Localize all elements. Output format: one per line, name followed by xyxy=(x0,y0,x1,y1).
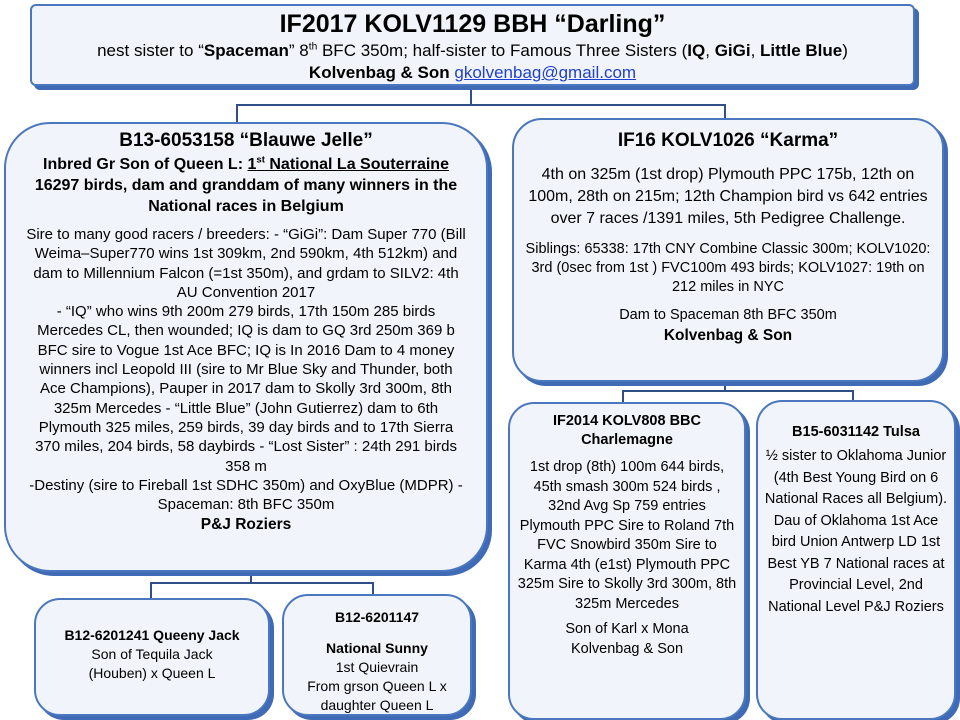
connector-right-drop-2 xyxy=(852,390,854,400)
charlemagne-owner: Kolvenbag & Son xyxy=(570,640,684,657)
blauwe-jelle-breeder: P&J Roziers xyxy=(200,516,292,534)
blauwe-jelle-national-rank: 1 xyxy=(247,156,257,173)
karma-dam-note: Dam to Spaceman 8th BFC 350m xyxy=(619,307,837,323)
root-desc-post: ) xyxy=(842,41,848,60)
karma-siblings: Siblings: 65338: 17th CNY Combine Classic 300m; KOLV1020: 3rd (0sec from 1st ) FVC100m 493 birds; KOLV1027: 19th on 212 miles in NYC xyxy=(525,241,931,295)
national-sunny-line-3: daughter Queen L xyxy=(320,697,434,713)
tulsa-body: ½ sister to Oklahoma Junior (4th Best Young Bird on 6 National Races all Belgium). Dau of Oklahoma 1st Ace bird Union Antwerp LD 1st Best YB 7 National races at Provincial Level, 2nd National Level P&J Roziers xyxy=(764,448,948,615)
national-sunny-line-2: From grson Queen L x xyxy=(307,678,447,694)
root-node-darling xyxy=(30,4,915,86)
connector-top-left-drop xyxy=(236,104,238,122)
node-charlemagne xyxy=(508,402,746,720)
root-desc-sep2: , xyxy=(750,41,761,60)
root-desc-mid1: ” 8 xyxy=(288,41,309,60)
karma-results: 4th on 325m (1st drop) Plymouth PPC 175b, 12th on 100m, 28th on 215m; 12th Champion bird vs 642 entries over 7 races /1391 miles, 5th Pedigree Challenge. xyxy=(528,166,928,227)
root-description xyxy=(32,41,913,61)
root-desc-mid2: BFC 350m; half-sister to Famous Three Sisters ( xyxy=(317,41,688,60)
queeny-jack-title: B12-6201241 Queeny Jack xyxy=(64,627,240,643)
karma-owner: Kolvenbag & Son xyxy=(663,327,793,344)
node-queeny-jack xyxy=(34,598,270,716)
root-desc-little-blue: Little Blue xyxy=(760,41,843,60)
owner-email-link[interactable]: gkolvenbag@gmail.com xyxy=(454,63,637,82)
blauwe-jelle-title: B13-6053158 “Blauwe Jelle” xyxy=(119,130,373,151)
node-tulsa xyxy=(756,400,956,720)
tulsa-title: B15-6031142 Tulsa xyxy=(792,424,920,440)
charlemagne-title-1: IF2014 KOLV808 BBC xyxy=(552,413,701,429)
blauwe-jelle-para-3: -Destiny (sire to Fireball 1st SDHC 350m) and OxyBlue (MDPR) - Spaceman: 8th BFC 350m xyxy=(29,476,463,514)
root-desc-sep1: , xyxy=(705,41,715,60)
karma-title: IF16 KOLV1026 “Karma” xyxy=(617,130,839,151)
node-national-sunny xyxy=(282,594,472,716)
charlemagne-body: 1st drop (8th) 100m 644 birds, 45th smash 300m 524 birds , 32nd Avg Sp 759 entries Plymouth PPC Sire to Roland 7th FVC Snowbird 350m Sire to Karma 4th (e1st) Plymouth PPC 325m Sire to Skolly 3rd 300m, 8th 325m Mercedes xyxy=(517,459,737,612)
blauwe-jelle-para-1: Sire to many good racers / breeders: - “GiGi”: Dam Super 770 (Bill Weima–Super770 wins 1st 309km, 2nd 590km, 4th 512km) and dam to Millennium Falcon (=1st 350m), and grdam to SILV2: 4th AU Convention 2017 xyxy=(26,226,466,301)
blauwe-jelle-subtitle xyxy=(24,154,468,217)
root-desc-gigi: GiGi xyxy=(714,41,751,60)
root-desc-sup: th xyxy=(308,41,318,53)
blauwe-jelle-national-race: National La Souterraine xyxy=(264,156,449,173)
blauwe-jelle-national xyxy=(247,156,448,173)
blauwe-jelle-subtitle-post: 16297 birds, dam and granddam of many winners in the National races in Belgium xyxy=(34,177,458,215)
connector-right-drop-1 xyxy=(622,390,624,402)
root-owner-line xyxy=(32,63,913,83)
root-desc-spaceman: Spaceman xyxy=(203,41,289,60)
node-karma xyxy=(512,118,944,382)
blauwe-jelle-subtitle-pre: Inbred Gr Son of Queen L: xyxy=(43,156,248,173)
root-title: IF2017 KOLV1129 BBH “Darling” xyxy=(279,10,666,38)
national-sunny-title-1: B12-6201147 xyxy=(334,609,420,625)
queeny-jack-line-2: (Houben) x Queen L xyxy=(88,665,216,681)
national-sunny-title-2: National Sunny xyxy=(326,640,428,656)
connector-left-drop-1 xyxy=(150,582,152,598)
blauwe-jelle-body xyxy=(26,225,466,514)
root-desc-iq: IQ xyxy=(687,41,706,60)
connector-top-right-drop xyxy=(724,104,726,118)
connector-right-bar xyxy=(622,390,854,392)
root-desc-pre: nest sister to “ xyxy=(97,41,204,60)
root-owner: Kolvenbag & Son xyxy=(308,63,450,82)
connector-left-bar xyxy=(150,582,374,584)
connector-top-bar xyxy=(236,104,726,106)
charlemagne-parents: Son of Karl x Mona xyxy=(565,621,689,637)
node-blauwe-jelle xyxy=(4,122,488,572)
blauwe-jelle-para-2: - “IQ” who wins 9th 200m 279 birds, 17th 150m 285 birds Mercedes CL, then wounded; IQ is dam to GQ 3rd 250m 369 b BFC sire to Vogue 1st Ace BFC; IQ is In 2016 Dam to 4 money winners incl Leopold III (sire to Mr Blue Sky and Thunder, both Ace Champions), Pauper in 2017 dam to Skolly 3rd 300m, 8th 325m Mercedes - “Little Blue” (John Gutierrez) dam to 6th Plymouth 325 miles, 259 birds, 39 day birds and to 17th Sierra 370 miles, 204 birds, 58 daybirds - “Lost Sister” : 24th 291 birds 358 m xyxy=(35,303,457,475)
charlemagne-title-2: Charlemagne xyxy=(581,432,673,448)
queeny-jack-line-1: Son of Tequila Jack xyxy=(91,646,213,662)
connector-left-drop-2 xyxy=(372,582,374,594)
connector-top-stem xyxy=(470,86,472,106)
blauwe-jelle-national-sup: st xyxy=(256,154,265,166)
national-sunny-line-1: 1st Quievrain xyxy=(335,659,419,675)
